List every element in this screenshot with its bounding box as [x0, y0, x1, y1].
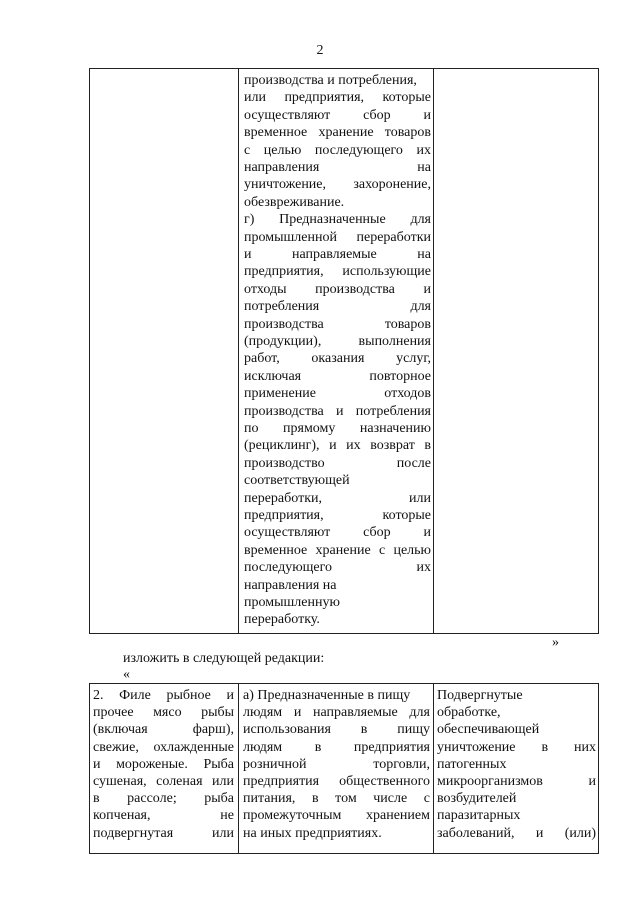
cell-text-line: промышленную: [244, 595, 340, 610]
cell-text-line: предприятия, которые: [244, 508, 431, 523]
col2-line: использования в пищу: [243, 722, 430, 738]
col2-line: розничной торговли,: [243, 756, 430, 772]
col2-line: людям и направляемые для: [243, 705, 430, 721]
col3-line: Подвергнутые: [437, 688, 523, 703]
col3-line: обработке,: [437, 705, 501, 721]
page-number: 2: [316, 43, 324, 58]
cell-text-line: направления на: [244, 577, 337, 593]
col3-line: возбудителей: [437, 791, 517, 807]
col3-line: микроорганизмов и: [437, 774, 596, 789]
col2-line: промежуточным хранением: [243, 808, 430, 824]
col1-line: прочее мясо рыбы: [93, 705, 234, 721]
cell-text-line: осуществляют сбор и: [244, 525, 431, 541]
col1-line: подвергнутая или: [93, 825, 234, 841]
cell-text-line: уничтожение, захоронение,: [244, 177, 431, 193]
col3-line: обеспечивающей: [437, 722, 540, 738]
col2-line: предприятия общественного: [243, 774, 430, 789]
col3-line: уничтожение в них: [437, 739, 596, 755]
cell-text-line: г) Предназначенные для: [244, 212, 431, 228]
cell-text-line: и направляемые на: [244, 247, 431, 262]
cell-text-line: (продукции), выполнения: [244, 334, 431, 349]
cell-text-line: работ, оказания услуг,: [244, 351, 431, 367]
col1-line: и мороженые. Рыба: [93, 756, 234, 772]
col2-line: на иных предприятиях.: [243, 825, 382, 841]
cell-text-line: потребления для: [244, 299, 431, 315]
col3-line: патогенных: [437, 756, 507, 772]
cell-text-line: (рециклинг), и их возврат в: [244, 438, 431, 454]
cell-text-line: последующего их: [244, 560, 431, 576]
cell-text-line: обезвреживание.: [244, 194, 345, 210]
edit-instruction: изложить в следующей редакции:: [123, 651, 325, 666]
cell-text-line: исключая повторное: [244, 368, 431, 384]
cell-text-line: с целью последующего их: [244, 142, 431, 158]
col1-line: 2. Филе рыбное и: [93, 688, 234, 703]
cell-text-line: применение отходов: [244, 386, 431, 402]
col1-line: копченая, не: [93, 808, 234, 824]
opening-quote: «: [123, 667, 130, 682]
cell-text-line: производство после: [244, 455, 431, 471]
cell-text-line: по прямому назначению: [244, 421, 431, 436]
col1-line: (включая фарш),: [93, 722, 234, 738]
col1-line: сушеная, соленая или: [93, 774, 234, 789]
col1-line: свежие, охлажденные: [93, 739, 234, 755]
cell-text-line: соответствующей: [244, 473, 350, 489]
cell-text-line: промышленной переработки: [244, 229, 431, 245]
cell-text-line: переработку.: [244, 612, 320, 628]
col2-line: а) Предназначенные в пищу: [243, 688, 411, 703]
col1-line: в рассоле; рыба: [93, 791, 234, 807]
cell-text-line: временное хранение с целью: [244, 542, 431, 558]
closing-quote: »: [552, 635, 559, 650]
col2-line: людям в предприятия: [243, 739, 430, 755]
cell-text-line: производства и потребления,: [244, 73, 417, 88]
cell-text-line: или предприятия, которые: [244, 90, 431, 106]
col2-line: питания, в том числе с: [243, 791, 430, 807]
cell-text-line: предприятия, использующие: [244, 264, 431, 280]
col3-line: заболеваний, и (или): [437, 825, 596, 841]
cell-text-line: осуществляют сбор и: [244, 107, 431, 123]
cell-text-line: производства товаров: [244, 316, 431, 332]
cell-text-line: производства и потребления: [244, 403, 431, 419]
cell-text-line: переработки, или: [244, 490, 431, 506]
cell-text-line: направления на: [244, 160, 431, 175]
cell-text-line: временное хранение товаров: [244, 125, 431, 141]
cell-text-line: отходы производства и: [244, 281, 431, 297]
col3-line: паразитарных: [437, 808, 521, 824]
